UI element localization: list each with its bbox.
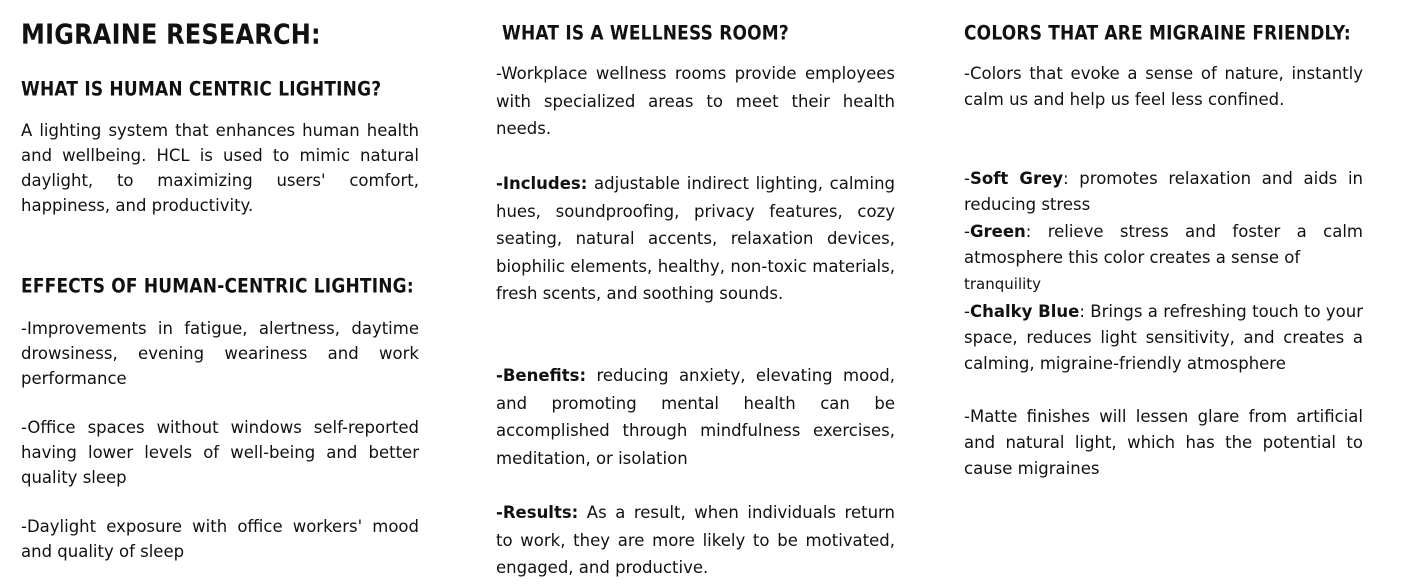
results-label: -Results: bbox=[496, 503, 579, 522]
benefits-paragraph bbox=[496, 362, 895, 472]
effect-item-2: -Office spaces without windows self-reported having lower levels of well-being and better quality sleep bbox=[21, 418, 419, 487]
hcl-heading: WHAT IS HUMAN CENTRIC LIGHTING? bbox=[21, 78, 382, 101]
results-text: As a result, when individuals return to work, they are more likely to be motivated, engaged, and productive. bbox=[496, 503, 895, 577]
soft-grey-prefix: - bbox=[964, 169, 970, 188]
chalky-blue-text: : Brings a refreshing touch to your space, reduces light sensitivity, and creates a calming, migraine-friendly atmosphere bbox=[964, 302, 1363, 373]
benefits-label: -Benefits: bbox=[496, 366, 587, 385]
chalky-blue-item bbox=[964, 299, 1363, 377]
chalky-blue-label: Chalky Blue bbox=[969, 302, 1080, 321]
soft-grey-text: : promotes relaxation and aids in reducing stress bbox=[964, 169, 1363, 214]
green-prefix: - bbox=[964, 222, 970, 241]
soft-grey-label: Soft Grey bbox=[969, 169, 1064, 188]
green-text: : relieve stress and foster a calm atmosphere this color creates a sense of bbox=[964, 222, 1363, 267]
colors-heading: COLORS THAT ARE MIGRAINE FRIENDLY: bbox=[964, 22, 1351, 45]
includes-paragraph bbox=[496, 170, 895, 308]
page-title: MIGRAINE RESEARCH: bbox=[21, 18, 321, 51]
effects-heading: EFFECTS OF HUMAN-CENTRIC LIGHTING: bbox=[21, 275, 414, 298]
matte-finish-item: -Matte finishes will lessen glare from artificial and natural light, which has the potential to cause migraines bbox=[964, 407, 1363, 478]
includes-label: -Includes: bbox=[496, 174, 588, 193]
wellness-intro: -Workplace wellness rooms provide employees with specialized areas to meet their health needs. bbox=[496, 64, 895, 138]
green-tail: tranquility bbox=[964, 275, 1042, 293]
hcl-body: A lighting system that enhances human health and wellbeing. HCL is used to mimic natural daylight, to maximizing users' comfort, happiness, and productivity. bbox=[21, 121, 419, 215]
results-paragraph bbox=[496, 499, 895, 582]
green-label: Green bbox=[969, 222, 1026, 241]
wellness-heading: WHAT IS A WELLNESS ROOM? bbox=[502, 22, 789, 45]
green-item bbox=[964, 219, 1363, 297]
colors-intro: -Colors that evoke a sense of nature, instantly calm us and help us feel less confined. bbox=[964, 64, 1363, 109]
includes-text: adjustable indirect lighting, calming hues, soundproofing, privacy features, cozy seating, natural accents, relaxation devices, biophilic elements, healthy, non-toxic materials, fresh scents, and soothing sounds. bbox=[496, 174, 895, 303]
benefits-text: reducing anxiety, elevating mood, and promoting mental health can be accomplished through mindfulness exercises, meditation, or isolation bbox=[496, 366, 895, 468]
soft-grey-item bbox=[964, 166, 1363, 218]
effect-item-3: -Daylight exposure with office workers' mood and quality of sleep bbox=[21, 517, 419, 561]
chalky-blue-prefix: - bbox=[964, 302, 970, 321]
effect-item-1: -Improvements in fatigue, alertness, daytime drowsiness, evening weariness and work performance bbox=[21, 319, 419, 388]
